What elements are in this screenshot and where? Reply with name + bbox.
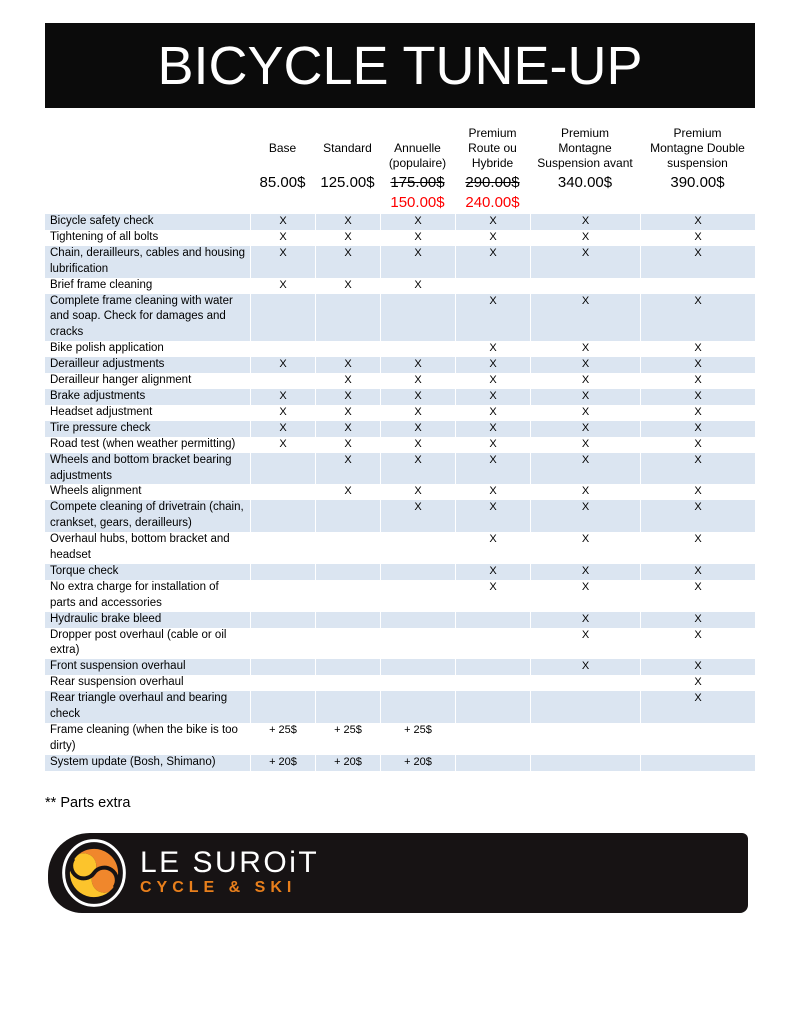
- row-cell: X: [640, 389, 755, 405]
- row-label: Bike polish application: [50, 342, 164, 355]
- row-cell: X: [530, 230, 640, 246]
- row-cell: [250, 580, 315, 612]
- logo-text: [140, 848, 319, 897]
- row-cell: X: [640, 230, 755, 246]
- row-cell: [250, 532, 315, 564]
- row-cell: [315, 294, 380, 342]
- row-cell: X: [530, 484, 640, 500]
- row-cell: X: [640, 421, 755, 437]
- row-cell: [380, 294, 455, 342]
- row-cell: X: [640, 437, 755, 453]
- row-label: Tightening of all bolts: [50, 230, 159, 243]
- row-cell: X: [640, 214, 755, 230]
- row-cell: [315, 564, 380, 580]
- row-cell: [315, 500, 380, 532]
- column-title-line: Route ou: [468, 141, 517, 155]
- title-banner: [45, 23, 755, 108]
- row-cell: X: [530, 373, 640, 389]
- row-cell: X: [380, 437, 455, 453]
- column-title-line: Premium: [468, 126, 517, 140]
- row-cell: X: [530, 437, 640, 453]
- row-label: Wheels and bottom bracket bearing adjustments: [50, 453, 232, 482]
- row-cell: [250, 373, 315, 389]
- row-cell: X: [250, 357, 315, 373]
- row-cell: X: [530, 628, 640, 660]
- row-cell: [455, 612, 530, 628]
- row-label: Complete frame cleaning with water and soap. Check for damages and cracks: [50, 294, 233, 339]
- column-title-line: Hybride: [471, 156, 514, 170]
- table-row: [45, 628, 755, 660]
- row-cell: X: [380, 389, 455, 405]
- row-cell: [455, 675, 530, 691]
- row-cell: X: [315, 405, 380, 421]
- row-cell: X: [380, 214, 455, 230]
- row-cell: + 25$: [315, 723, 380, 755]
- table-row: [45, 580, 755, 612]
- row-cell: X: [455, 405, 530, 421]
- table-row: [45, 357, 755, 373]
- header-label-spacer: [45, 126, 250, 212]
- row-cell: X: [380, 484, 455, 500]
- row-cell: X: [315, 421, 380, 437]
- price-column-2: [315, 126, 380, 212]
- row-cell: X: [380, 246, 455, 278]
- row-cell: X: [455, 421, 530, 437]
- row-cell: [315, 691, 380, 723]
- price-column-1: [250, 126, 315, 212]
- row-cell: X: [530, 294, 640, 342]
- row-cell: [455, 691, 530, 723]
- row-cell: [455, 723, 530, 755]
- row-label: Overhaul hubs, bottom bracket and headset: [50, 533, 230, 562]
- row-cell: X: [530, 659, 640, 675]
- row-label: Rear suspension overhaul: [50, 676, 184, 689]
- row-cell: X: [530, 453, 640, 485]
- table-row: [45, 246, 755, 278]
- row-cell: X: [455, 230, 530, 246]
- column-promo-price: 150.00$: [390, 194, 445, 211]
- table-row: [45, 659, 755, 675]
- column-title-line: Base: [268, 141, 297, 155]
- row-cell: [455, 755, 530, 771]
- table-row: [45, 294, 755, 342]
- row-label: Rear triangle overhaul and bearing check: [50, 692, 228, 721]
- row-cell: X: [640, 484, 755, 500]
- table-row: [45, 500, 755, 532]
- row-cell: X: [640, 675, 755, 691]
- table-row: [45, 214, 755, 230]
- column-price: 175.00$: [390, 174, 445, 191]
- row-cell: X: [640, 453, 755, 485]
- column-title-line: Annuelle: [394, 141, 441, 155]
- row-cell: [530, 278, 640, 294]
- row-cell: X: [530, 246, 640, 278]
- row-cell: X: [380, 357, 455, 373]
- table-row: [45, 691, 755, 723]
- table-row: [45, 564, 755, 580]
- row-cell: X: [530, 405, 640, 421]
- row-cell: [250, 612, 315, 628]
- row-cell: [530, 675, 640, 691]
- logo-subtitle: CYCLE & SKI: [140, 879, 297, 897]
- row-cell: [315, 675, 380, 691]
- row-label: Wheels alignment: [50, 485, 142, 498]
- column-title-line: suspension: [667, 156, 728, 170]
- table-row: [45, 453, 755, 485]
- row-label: Torque check: [50, 564, 119, 577]
- table-row: [45, 675, 755, 691]
- row-cell: X: [455, 373, 530, 389]
- row-cell: X: [455, 246, 530, 278]
- row-cell: [640, 755, 755, 771]
- row-cell: X: [315, 246, 380, 278]
- row-cell: [315, 612, 380, 628]
- row-cell: X: [380, 405, 455, 421]
- suroit-emblem-icon: [61, 838, 127, 908]
- row-cell: X: [250, 421, 315, 437]
- row-cell: X: [250, 246, 315, 278]
- page-title: BICYCLE TUNE-UP: [157, 35, 643, 96]
- price-column-3: [380, 126, 455, 212]
- table-row: [45, 278, 755, 294]
- row-cell: X: [640, 373, 755, 389]
- logo-bar: [48, 833, 748, 913]
- row-cell: [530, 755, 640, 771]
- row-cell: X: [315, 357, 380, 373]
- row-cell: X: [380, 373, 455, 389]
- row-label: Derailleur adjustments: [50, 358, 165, 371]
- row-cell: X: [315, 373, 380, 389]
- row-cell: X: [315, 389, 380, 405]
- row-cell: [455, 278, 530, 294]
- row-cell: X: [455, 357, 530, 373]
- column-title-line: Montagne: [558, 141, 612, 155]
- table-row: [45, 421, 755, 437]
- table-row: [45, 532, 755, 564]
- row-cell: X: [455, 453, 530, 485]
- row-cell: X: [640, 405, 755, 421]
- table-row: [45, 612, 755, 628]
- column-title-line: [250, 126, 315, 141]
- row-cell: [380, 612, 455, 628]
- column-price: 85.00$: [259, 174, 306, 191]
- row-cell: X: [250, 230, 315, 246]
- row-cell: X: [315, 453, 380, 485]
- row-cell: + 20$: [250, 755, 315, 771]
- row-cell: X: [455, 564, 530, 580]
- table-row: [45, 341, 755, 357]
- table-row: [45, 484, 755, 500]
- row-cell: [640, 723, 755, 755]
- table-row: [45, 437, 755, 453]
- row-cell: [250, 341, 315, 357]
- row-cell: X: [640, 659, 755, 675]
- row-cell: [455, 628, 530, 660]
- row-cell: [455, 659, 530, 675]
- row-label: Hydraulic brake bleed: [50, 612, 162, 625]
- row-cell: [250, 484, 315, 500]
- row-cell: X: [315, 484, 380, 500]
- row-cell: [380, 341, 455, 357]
- row-cell: X: [380, 230, 455, 246]
- row-cell: X: [455, 389, 530, 405]
- row-label: Headset adjustment: [50, 405, 153, 418]
- row-cell: X: [640, 357, 755, 373]
- row-cell: X: [250, 389, 315, 405]
- row-cell: X: [455, 294, 530, 342]
- table-row: [45, 230, 755, 246]
- row-cell: X: [640, 246, 755, 278]
- row-label: Chain, derailleurs, cables and housing lubrification: [50, 246, 245, 275]
- row-cell: [530, 691, 640, 723]
- row-cell: [250, 294, 315, 342]
- row-cell: X: [640, 500, 755, 532]
- row-cell: [250, 691, 315, 723]
- row-cell: X: [380, 500, 455, 532]
- row-cell: [250, 628, 315, 660]
- row-cell: + 20$: [315, 755, 380, 771]
- column-title-line: Premium: [673, 126, 722, 140]
- row-cell: X: [530, 389, 640, 405]
- row-cell: X: [315, 214, 380, 230]
- row-label: Bicycle safety check: [50, 215, 154, 227]
- row-cell: + 25$: [380, 723, 455, 755]
- price-column-4: [455, 126, 530, 212]
- row-label: Dropper post overhaul (cable or oil extra): [50, 628, 227, 657]
- row-cell: X: [530, 612, 640, 628]
- table-row: [45, 755, 755, 771]
- row-cell: [315, 628, 380, 660]
- row-cell: [380, 691, 455, 723]
- row-cell: [315, 532, 380, 564]
- row-cell: X: [250, 405, 315, 421]
- row-cell: [315, 341, 380, 357]
- row-label: Front suspension overhaul: [50, 660, 186, 673]
- row-cell: [250, 564, 315, 580]
- row-cell: X: [455, 484, 530, 500]
- table-row: [45, 723, 755, 755]
- row-cell: X: [640, 294, 755, 342]
- column-title-line: [315, 126, 380, 141]
- row-cell: X: [455, 437, 530, 453]
- row-cell: [250, 659, 315, 675]
- row-cell: [380, 532, 455, 564]
- row-label: Compete cleaning of drivetrain (chain, crankset, gears, derailleurs): [50, 501, 244, 530]
- column-promo-price: 240.00$: [465, 194, 520, 211]
- row-cell: [250, 453, 315, 485]
- row-cell: X: [530, 564, 640, 580]
- row-cell: [315, 659, 380, 675]
- column-price: 125.00$: [320, 174, 375, 191]
- column-title-line: [315, 156, 380, 171]
- row-cell: [250, 500, 315, 532]
- row-cell: X: [640, 628, 755, 660]
- row-cell: [380, 675, 455, 691]
- row-label: Brief frame cleaning: [50, 278, 153, 291]
- row-cell: X: [530, 214, 640, 230]
- logo-company-name: LE SUROiT: [140, 846, 320, 880]
- price-column-6: [640, 126, 755, 212]
- row-label: System update (Bosh, Shimano): [50, 755, 216, 768]
- row-cell: X: [250, 437, 315, 453]
- row-cell: X: [530, 421, 640, 437]
- services-table: [45, 214, 755, 771]
- column-title-line: [250, 156, 315, 171]
- row-cell: X: [640, 691, 755, 723]
- row-cell: X: [640, 612, 755, 628]
- table-row: [45, 405, 755, 421]
- row-cell: X: [455, 532, 530, 564]
- row-cell: [315, 580, 380, 612]
- row-cell: + 20$: [380, 755, 455, 771]
- row-cell: [380, 580, 455, 612]
- row-cell: X: [455, 500, 530, 532]
- table-row: [45, 389, 755, 405]
- row-cell: X: [315, 230, 380, 246]
- row-label: Derailleur hanger alignment: [50, 374, 192, 387]
- row-cell: X: [250, 278, 315, 294]
- row-cell: X: [380, 453, 455, 485]
- table-row: [45, 373, 755, 389]
- row-cell: + 25$: [250, 723, 315, 755]
- column-title-line: Premium: [560, 126, 609, 140]
- row-cell: [380, 659, 455, 675]
- row-cell: X: [455, 580, 530, 612]
- row-label: No extra charge for installation of parts and accessories: [50, 580, 219, 609]
- price-header: [45, 126, 755, 212]
- row-cell: X: [530, 500, 640, 532]
- row-cell: X: [455, 341, 530, 357]
- row-cell: [250, 675, 315, 691]
- row-cell: X: [530, 580, 640, 612]
- row-cell: X: [455, 214, 530, 230]
- row-cell: X: [640, 564, 755, 580]
- row-cell: X: [380, 278, 455, 294]
- column-title-line: Montagne Double: [650, 141, 745, 155]
- row-cell: [530, 723, 640, 755]
- column-title-line: (populaire): [388, 156, 447, 170]
- row-label: Road test (when weather permitting): [50, 437, 236, 450]
- row-cell: X: [315, 437, 380, 453]
- row-cell: X: [640, 532, 755, 564]
- row-cell: X: [380, 421, 455, 437]
- column-price: 290.00$: [465, 174, 520, 191]
- row-cell: X: [640, 341, 755, 357]
- row-cell: X: [530, 357, 640, 373]
- column-title-line: Standard: [323, 141, 372, 155]
- row-label: Tire pressure check: [50, 421, 151, 434]
- row-cell: X: [250, 214, 315, 230]
- price-column-5: [530, 126, 640, 212]
- column-title-line: Suspension avant: [537, 156, 633, 170]
- row-cell: [380, 628, 455, 660]
- column-price: 390.00$: [670, 174, 725, 191]
- footnote: ** Parts extra: [45, 794, 131, 811]
- column-price: 340.00$: [557, 174, 613, 191]
- column-title-line: [380, 126, 455, 141]
- row-cell: X: [530, 341, 640, 357]
- row-cell: X: [315, 278, 380, 294]
- row-cell: [380, 564, 455, 580]
- row-cell: [640, 278, 755, 294]
- row-label: Brake adjustments: [50, 389, 146, 402]
- row-cell: X: [640, 580, 755, 612]
- row-label: Frame cleaning (when the bike is too dirty): [50, 724, 238, 752]
- row-cell: X: [530, 532, 640, 564]
